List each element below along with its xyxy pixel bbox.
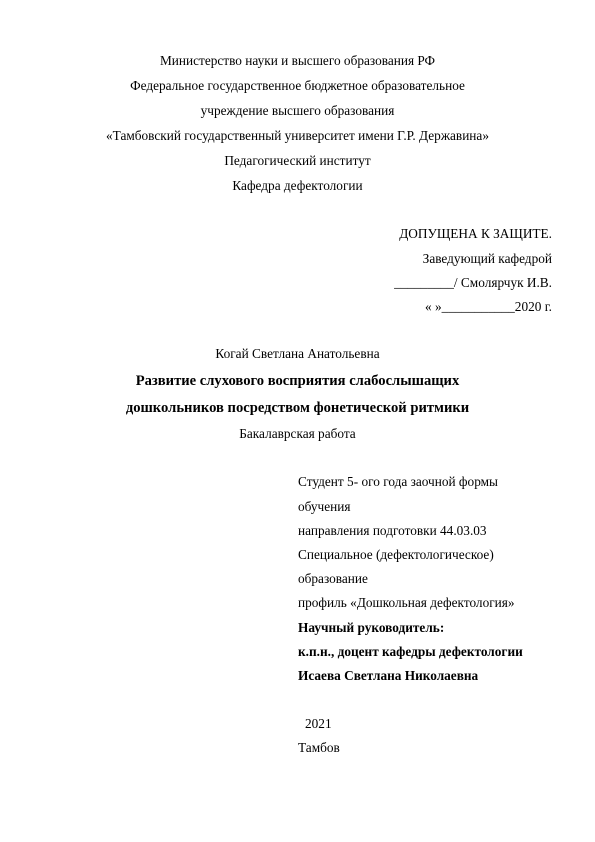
approval-date: « »___________2020 г. xyxy=(425,299,552,314)
department-line: Кафедра дефектологии xyxy=(232,178,363,193)
approval-status: ДОПУЩЕНА К ЗАЩИТЕ. xyxy=(399,226,552,241)
student-info-line-3: направления подготовки 44.03.03 xyxy=(298,523,487,538)
thesis-title-line-1: Развитие слухового восприятия слабослышащих xyxy=(135,373,460,389)
student-info-line-6: профиль «Дошкольная дефектология» xyxy=(298,595,515,610)
thesis-title-line-2: дошкольников посредством фонетической ритмики xyxy=(125,400,470,416)
footer-year: 2021 xyxy=(305,716,332,731)
student-info-line-4: Специальное (дефектологическое) xyxy=(298,547,494,562)
approval-role: Заведующий кафедрой xyxy=(422,251,552,266)
supervisor-name: Исаева Светлана Николаевна xyxy=(298,668,479,683)
approval-signature: _________/ Смолярчук И.В. xyxy=(394,275,552,290)
federal-line: Федеральное государственное бюджетное образовательное xyxy=(130,78,465,93)
supervisor-label: Научный руководитель: xyxy=(298,620,445,635)
student-info-line-2: обучения xyxy=(298,499,351,514)
university-line: «Тамбовский государственный университет имени Г.Р. Державина» xyxy=(106,128,489,143)
ministry-line: Министерство науки и высшего образования РФ xyxy=(159,53,436,68)
author-name: Когай Светлана Анатольевна xyxy=(215,346,380,361)
institution-line: учреждение высшего образования xyxy=(200,103,395,118)
work-type: Бакалаврская работа xyxy=(239,426,356,441)
student-info-line-1: Студент 5- ого года заочной формы xyxy=(298,474,498,489)
student-info-line-5: образование xyxy=(298,571,368,586)
footer-city: Тамбов xyxy=(298,740,340,755)
institute-line: Педагогический институт xyxy=(224,153,371,168)
supervisor-position: к.п.н., доцент кафедры дефектологии xyxy=(298,644,523,659)
